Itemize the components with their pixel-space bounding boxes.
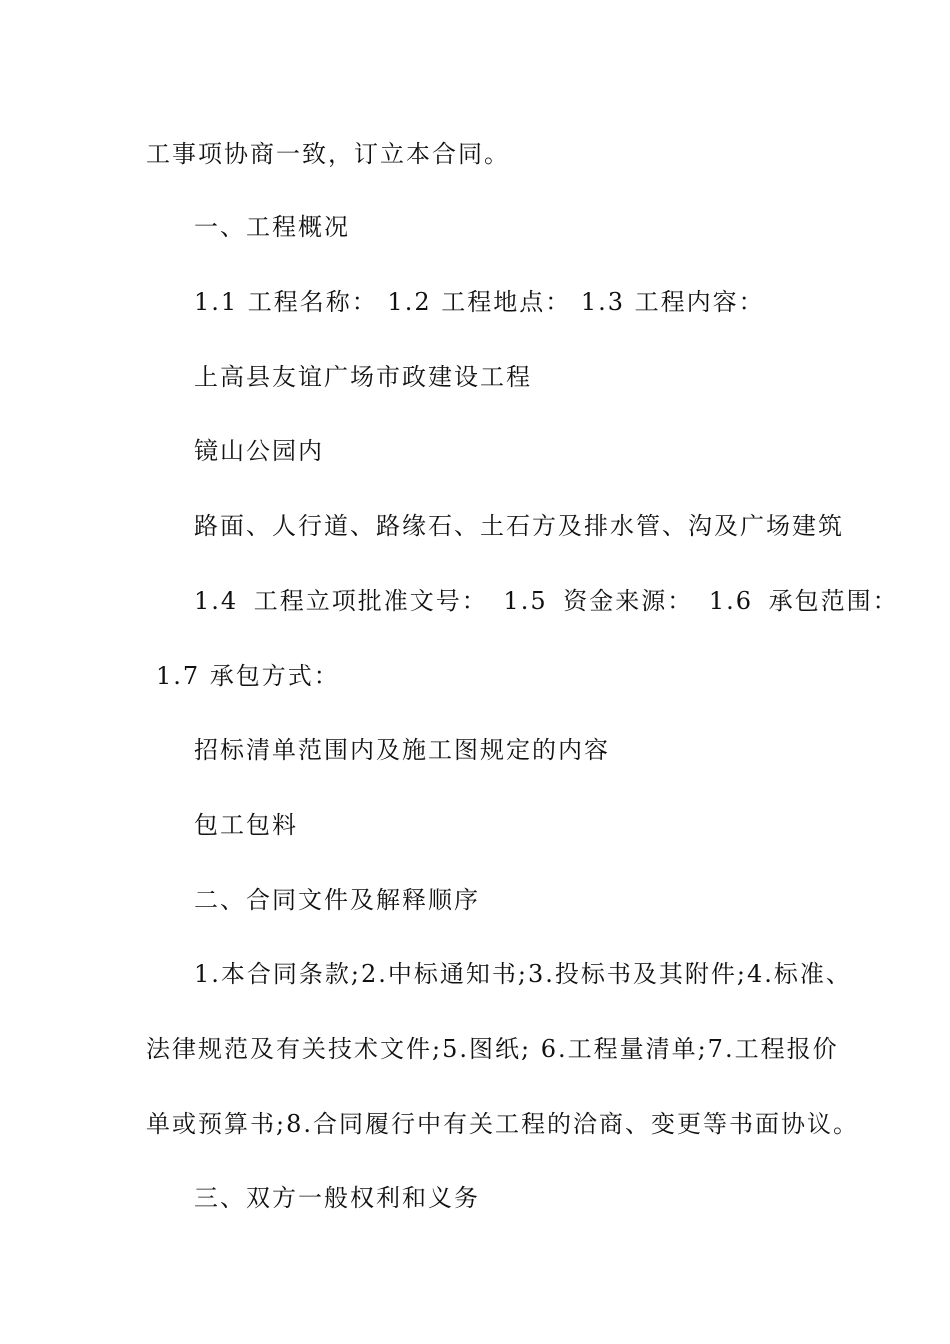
section-heading-2: 二、合同文件及解释顺序 bbox=[194, 886, 480, 914]
project-content: 路面、人行道、路缘石、土石方及排水管、沟及广场建筑 bbox=[194, 512, 844, 540]
clause-1-1-to-1-3: 1.1 工程名称： 1.2 工程地点： 1.3 工程内容： bbox=[194, 288, 765, 316]
document-order-line-2: 法律规范及有关技术文件;5.图纸; 6.工程量清单;7.工程报价 bbox=[146, 1035, 839, 1063]
project-location: 镜山公园内 bbox=[194, 437, 324, 465]
section-heading-1: 一、工程概况 bbox=[194, 213, 350, 241]
project-name: 上高县友谊广场市政建设工程 bbox=[194, 363, 532, 391]
section-heading-3: 三、双方一般权利和义务 bbox=[194, 1184, 480, 1212]
document-order-line-3: 单或预算书;8.合同履行中有关工程的洽商、变更等书面协议。 bbox=[146, 1110, 859, 1138]
contract-method: 包工包料 bbox=[194, 811, 298, 839]
clause-1-7: 1.7 承包方式： bbox=[156, 662, 340, 690]
document-order-line-1: 1.本合同条款;2.中标通知书;3.投标书及其附件;4.标准、 bbox=[194, 960, 852, 988]
paragraph-continuation: 工事项协商一致，订立本合同。 bbox=[146, 140, 510, 168]
clause-1-4-to-1-6: 1.4 工程立项批准文号： 1.5 资金来源： 1.6 承包范围： bbox=[194, 587, 899, 615]
contract-scope: 招标清单范围内及施工图规定的内容 bbox=[194, 736, 610, 764]
